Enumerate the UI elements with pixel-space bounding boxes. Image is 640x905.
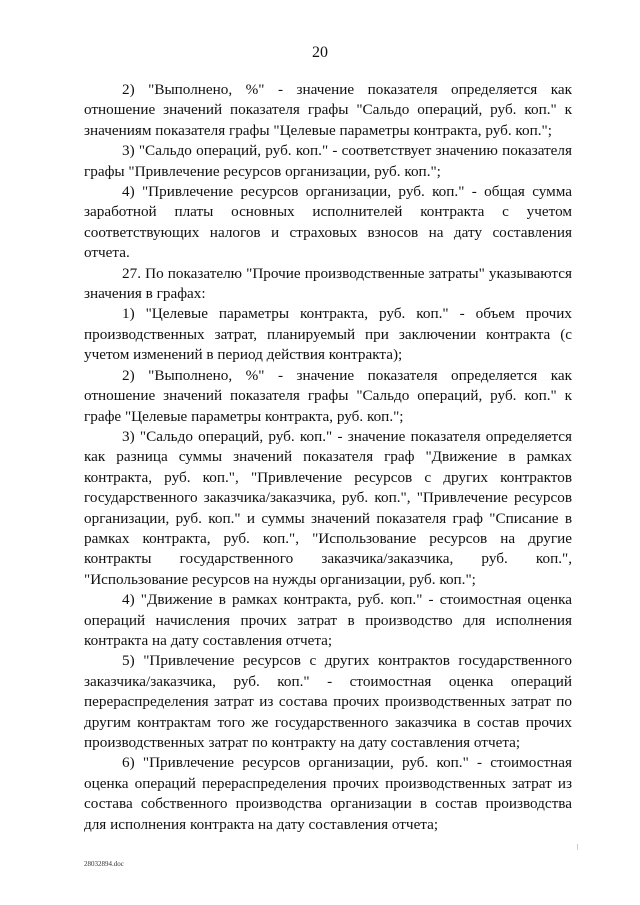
paragraph: 4) "Привлечение ресурсов организации, руб. коп." - общая сумма заработной платы основных исполнителей контракта с учетом соответствующих налогов и страховых взносов на дату составления отчета. xyxy=(84,183,572,262)
paragraph: 27. По показателю "Прочие производственные затраты" указываются значения в графах: xyxy=(84,264,572,303)
document-body xyxy=(84,80,572,835)
paragraph: 2) "Выполнено, %" - значение показателя определяется как отношение значений показателя графы "Сальдо операций, руб. коп." к графе "Целевые параметры контракта, руб. коп."; xyxy=(84,366,572,425)
scan-mark xyxy=(577,844,578,850)
page-number: 20 xyxy=(312,44,328,61)
paragraph: 6) "Привлечение ресурсов организации, руб. коп." - стоимостная оценка операций перераспределения прочих производственных затрат из состава собственного производства организации в состав производства для исполнения контракта на дату составления отчета; xyxy=(84,754,572,833)
paragraph: 2) "Выполнено, %" - значение показателя определяется как отношение значений показателя графы "Сальдо операций, руб. коп." к значениям показателя графы "Целевые параметры контракта, руб. коп."; xyxy=(84,81,572,139)
paragraph: 3) "Сальдо операций, руб. коп." - значение показателя определяется как разница суммы значений показателя граф "Движение в рамках контракта, руб. коп.", "Привлечение ресурсов с других контрактов государственного заказчика/заказчика, руб. коп.", "Привлечение ресурсов организации, руб. коп." и суммы значений показателя граф "Списание в рамках контракта, руб. коп.", "Использование ресурсов на другие контракты государственного заказчика/заказчика, руб. коп.", "Использование ресурсов на нужды организации, руб. коп."; xyxy=(84,427,572,588)
paragraph: 4) "Движение в рамках контракта, руб. коп." - стоимостная оценка операций начисления прочих затрат в производство для исполнения контракта на дату составления отчета; xyxy=(84,591,572,649)
paragraph: 1) "Целевые параметры контракта, руб. коп." - объем прочих производственных затрат, планируемый при заключении контракта (с учетом изменений в период действия контракта); xyxy=(84,305,572,364)
paragraph: 5) "Привлечение ресурсов с других контрактов государственного заказчика/заказчика, руб. коп." - стоимостная оценка операций перераспределения затрат из состава прочих производственных затрат по другим контрактам того же государственного заказчика в состав прочих производственных затрат по контракту на дату составления отчета; xyxy=(84,652,572,751)
paragraph: 3) "Сальдо операций, руб. коп." - соответствует значению показателя графы "Привлечение ресурсов организации, руб. коп."; xyxy=(84,142,572,180)
footer-filename: 28032894.doc xyxy=(84,860,124,868)
